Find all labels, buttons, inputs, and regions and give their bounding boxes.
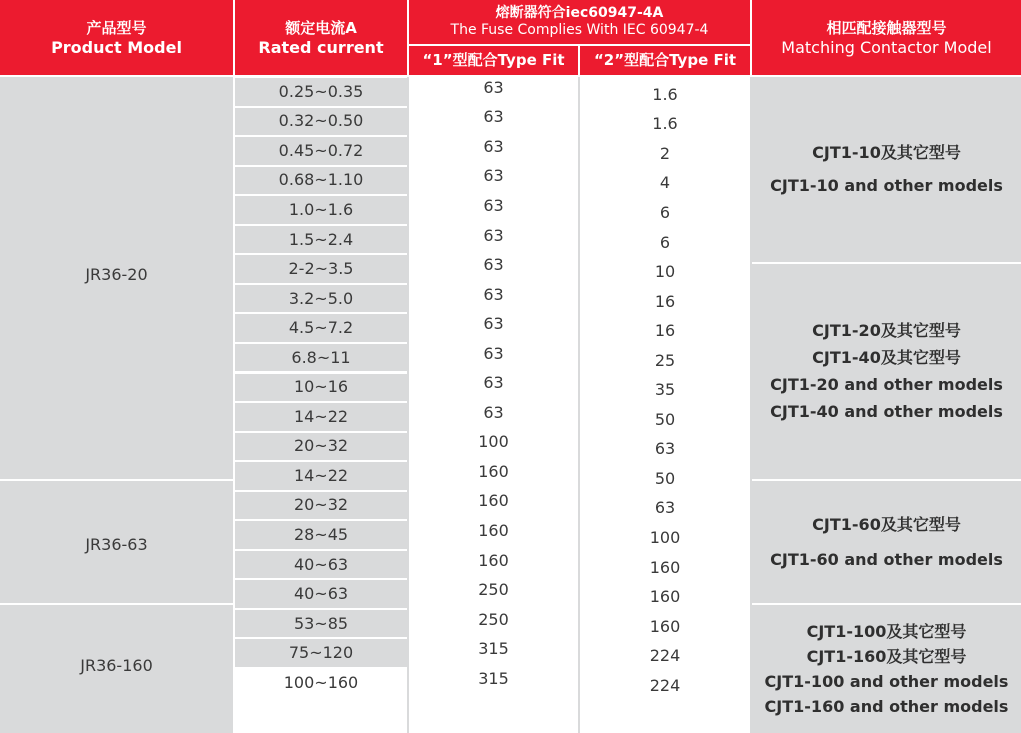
type1-value: 315 (478, 668, 509, 688)
contactor-cell (752, 605, 1021, 733)
rated-current-cell: 20~32 (235, 492, 407, 520)
type1-value: 63 (483, 225, 504, 245)
type2-value: 16 (654, 291, 676, 311)
type2-value: 224 (649, 646, 681, 666)
rated-current-cell: 1.0~1.6 (235, 196, 407, 224)
contactor-line: CJT1-160及其它型号 (806, 646, 967, 666)
type2-value: 1.6 (652, 84, 678, 104)
rated-current-cell: 14~22 (235, 403, 407, 431)
header-matching-contactor-en: Matching Contactor Model (781, 37, 992, 57)
type2-value: 1.6 (652, 114, 678, 134)
type2-value: 10 (654, 262, 676, 282)
type2-value: 160 (649, 557, 681, 577)
contactor-cell (752, 264, 1021, 479)
type1-value: 100 (478, 432, 509, 452)
header-product-model-cn: 产品型号 (86, 18, 147, 37)
type2-value: 50 (654, 409, 676, 429)
type1-value: 63 (483, 255, 504, 275)
contactor-line: CJT1-100及其它型号 (806, 621, 967, 641)
contactor-line: CJT1-10及其它型号 (812, 143, 961, 162)
rated-current-cell: 100~160 (235, 669, 407, 697)
type1-value: 160 (478, 521, 509, 541)
header-matching-contactor (752, 0, 1021, 75)
type2-value: 63 (654, 498, 676, 518)
contactor-line: CJT1-60及其它型号 (812, 514, 961, 534)
type2-value: 35 (654, 380, 676, 400)
type2-value: 224 (649, 675, 681, 695)
rated-current-cell: 6.8~11 (235, 344, 407, 372)
type2-value: 16 (654, 321, 676, 341)
rated-current-cell: 3.2~5.0 (235, 285, 407, 313)
contactor-line: CJT1-160 and other models (764, 696, 1009, 716)
model-cell (0, 605, 233, 733)
type2-value: 160 (649, 587, 681, 607)
type1-value: 250 (478, 609, 509, 629)
header-rated-current (235, 0, 407, 75)
rated-current-cell: 75~120 (235, 639, 407, 667)
rated-current-cell: 53~85 (235, 610, 407, 638)
header-type1: “1”型配合Type Fit (409, 46, 578, 75)
rated-current-cell: 0.25~0.35 (235, 78, 407, 106)
type1-value: 160 (478, 550, 509, 570)
header-product-model-en: Product Model (51, 37, 182, 57)
type2-value: 6 (659, 232, 671, 252)
model-label: JR36-63 (85, 535, 148, 554)
header-fuse-standard-cn: 熔断器符合iec60947-4A (495, 5, 664, 21)
type1-value: 63 (483, 77, 504, 97)
rated-current-cell: 1.5~2.4 (235, 226, 407, 254)
header-fuse-standard-en: The Fuse Complies With IEC 60947-4 (450, 22, 709, 38)
model-cell (0, 481, 233, 603)
contactor-cell (752, 481, 1021, 603)
contactor-line: CJT1-60 and other models (770, 549, 1003, 569)
type1-value: 63 (483, 107, 504, 127)
contactor-cell (752, 77, 1021, 262)
rated-current-cell: 0.32~0.50 (235, 108, 407, 136)
type2-value: 100 (649, 528, 681, 548)
type2-value: 2 (659, 143, 671, 163)
rated-current-cell: 0.68~1.10 (235, 167, 407, 195)
contactor-line: CJT1-100 and other models (764, 671, 1009, 691)
header-rated-current-cn: 额定电流A (285, 18, 357, 37)
header-product-model (0, 0, 233, 75)
contactor-line: CJT1-40 and other models (770, 402, 1003, 421)
rated-current-cell: 10~16 (235, 374, 407, 402)
type1-value: 63 (483, 284, 504, 304)
header-fuse-standard (409, 0, 750, 44)
model-label: JR36-160 (80, 656, 153, 675)
type1-value: 315 (478, 639, 509, 659)
type2-value: 6 (659, 202, 671, 222)
rated-current-cell: 28~45 (235, 521, 407, 549)
type2-value: 50 (654, 468, 676, 488)
type1-value: 63 (483, 402, 504, 422)
contactor-line: CJT1-40及其它型号 (812, 348, 961, 367)
column-divider (750, 77, 752, 733)
type2-value: 4 (659, 173, 671, 193)
rated-current-cell: 14~22 (235, 462, 407, 490)
model-label: JR36-20 (85, 265, 148, 284)
rated-current-cell: 40~63 (235, 580, 407, 608)
rated-current-cell: 2-2~3.5 (235, 255, 407, 283)
type1-value: 63 (483, 166, 504, 186)
type2-value: 160 (649, 616, 681, 636)
type1-value: 160 (478, 461, 509, 481)
header-matching-contactor-cn: 相匹配接触器型号 (826, 18, 947, 37)
contactor-line: CJT1-20 and other models (770, 375, 1003, 394)
header-type2: “2”型配合Type Fit (580, 46, 750, 75)
rated-current-cell: 4.5~7.2 (235, 314, 407, 342)
rated-current-cell: 40~63 (235, 551, 407, 579)
type1-value: 63 (483, 195, 504, 215)
type1-value: 250 (478, 580, 509, 600)
type1-value: 63 (483, 373, 504, 393)
contactor-line: CJT1-20及其它型号 (812, 321, 961, 340)
rated-current-cell: 20~32 (235, 433, 407, 461)
model-cell (0, 77, 233, 479)
rated-current-cell: 0.45~0.72 (235, 137, 407, 165)
type1-value: 160 (478, 491, 509, 511)
contactor-line: CJT1-10 and other models (770, 176, 1003, 195)
type2-value: 63 (654, 439, 676, 459)
type1-value: 63 (483, 136, 504, 156)
type2-value: 25 (654, 350, 676, 370)
type1-value: 63 (483, 343, 504, 363)
header-rated-current-en: Rated current (258, 37, 384, 57)
type1-value: 63 (483, 314, 504, 334)
